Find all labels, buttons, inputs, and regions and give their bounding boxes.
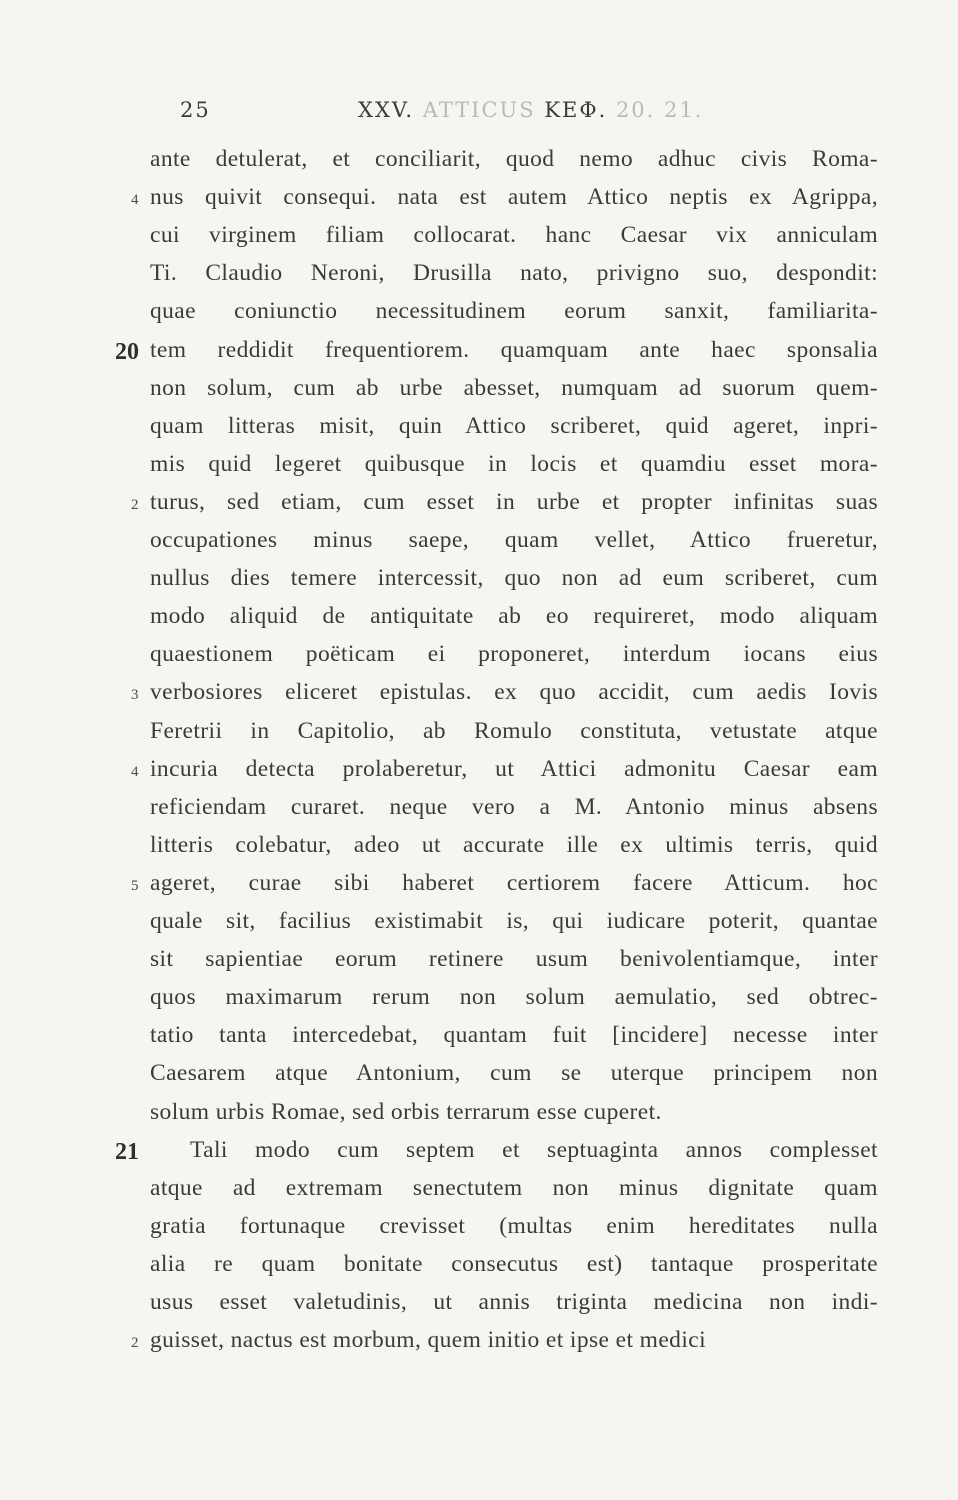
section-number: 4 <box>131 764 139 780</box>
text-line: quam litteras misit, quin Attico scriberet, quid ageret, inpri- <box>150 413 878 439</box>
section-number: 2 <box>131 497 139 513</box>
text-line: Feretrii in Capitolio, ab Romulo constituta, vetustate atque <box>150 718 878 744</box>
title-prefix: XXV. <box>358 98 415 122</box>
chapter-number: 20 <box>115 339 139 365</box>
running-header <box>0 98 958 128</box>
text-line: quale sit, facilius existimabit is, qui iudicare poterit, quantae <box>150 908 878 934</box>
text-line: verbosiores eliceret epistulas. ex quo accidit, cum aedis Iovis <box>150 679 878 705</box>
text-line: sit sapientiae eorum retinere usum benivolentiamque, inter <box>150 946 878 972</box>
text-line: nullus dies temere intercessit, quo non ad eum scriberet, cum <box>150 565 878 591</box>
text-line: gratia fortunaque crevisset (multas enim hereditates nulla <box>150 1213 878 1239</box>
text-line: atque ad extremam senectutem non minus dignitate quam <box>150 1175 878 1201</box>
chapter-number: 21 <box>115 1139 139 1165</box>
title-faint-nums: 20. 21. <box>615 98 704 122</box>
text-line: reficiendam curaret. neque vero a M. Antonio minus absens <box>150 794 878 820</box>
text-line: mis quid legeret quibusque in locis et quamdiu esset mora- <box>150 451 878 477</box>
text-line: Tali modo cum septem et septuaginta annos complesset <box>190 1137 878 1163</box>
text-line: occupationes minus saepe, quam vellet, Attico frueretur, <box>150 527 878 553</box>
text-line: Ti. Claudio Neroni, Drusilla nato, privigno suo, despondit: <box>150 260 878 286</box>
title-faint: ATTICUS <box>422 98 536 122</box>
text-line: ageret, curae sibi haberet certiorem facere Atticum. hoc <box>150 870 878 896</box>
section-number: 2 <box>131 1335 139 1351</box>
text-line: solum urbis Romae, sed orbis terrarum esse cuperet. <box>150 1099 662 1125</box>
text-line: guisset, nactus est morbum, quem initio et ipse et medici <box>150 1327 707 1353</box>
text-line: litteris colebatur, adeo ut accurate ille ex ultimis terris, quid <box>150 832 878 858</box>
text-line: non solum, cum ab urbe abesset, numquam ad suorum quem- <box>150 375 878 401</box>
section-number: 3 <box>131 687 139 703</box>
text-line: quos maximarum rerum non solum aemulatio, sed obtrec- <box>150 984 878 1010</box>
text-line: ante detulerat, et conciliarit, quod nemo adhuc civis Roma- <box>150 146 878 172</box>
text-line: usus esset valetudinis, ut annis triginta medicina non indi- <box>150 1289 878 1315</box>
running-title <box>358 98 703 122</box>
text-line: alia re quam bonitate consecutus est) tantaque prosperitate <box>150 1251 878 1277</box>
text-line: tatio tanta intercedebat, quantam fuit [incidere] necesse inter <box>150 1022 878 1048</box>
text-line: turus, sed etiam, cum esset in urbe et propter infinitas suas <box>150 489 878 515</box>
text-line: tem reddidit frequentiorem. quamquam ante haec sponsalia <box>150 337 878 363</box>
title-chapter: ΚΕΦ. <box>544 98 608 122</box>
text-line: quaestionem poëticam ei proponeret, interdum iocans eius <box>150 641 878 667</box>
text-line: quae coniunctio necessitudinem eorum sanxit, familiarita- <box>150 298 878 324</box>
section-number: 4 <box>131 192 139 208</box>
text-line: incuria detecta prolaberetur, ut Attici admonitu Caesar eam <box>150 756 878 782</box>
text-line: Caesarem atque Antonium, cum se uterque principem non <box>150 1060 878 1086</box>
text-line: cui virginem filiam collocarat. hanc Caesar vix anniculam <box>150 222 878 248</box>
text-line: nus quivit consequi. nata est autem Attico neptis ex Agrippa, <box>150 184 878 210</box>
page-number: 25 <box>180 98 211 122</box>
text-line: modo aliquid de antiquitate ab eo requireret, modo aliquam <box>150 603 878 629</box>
section-number: 5 <box>131 878 139 894</box>
